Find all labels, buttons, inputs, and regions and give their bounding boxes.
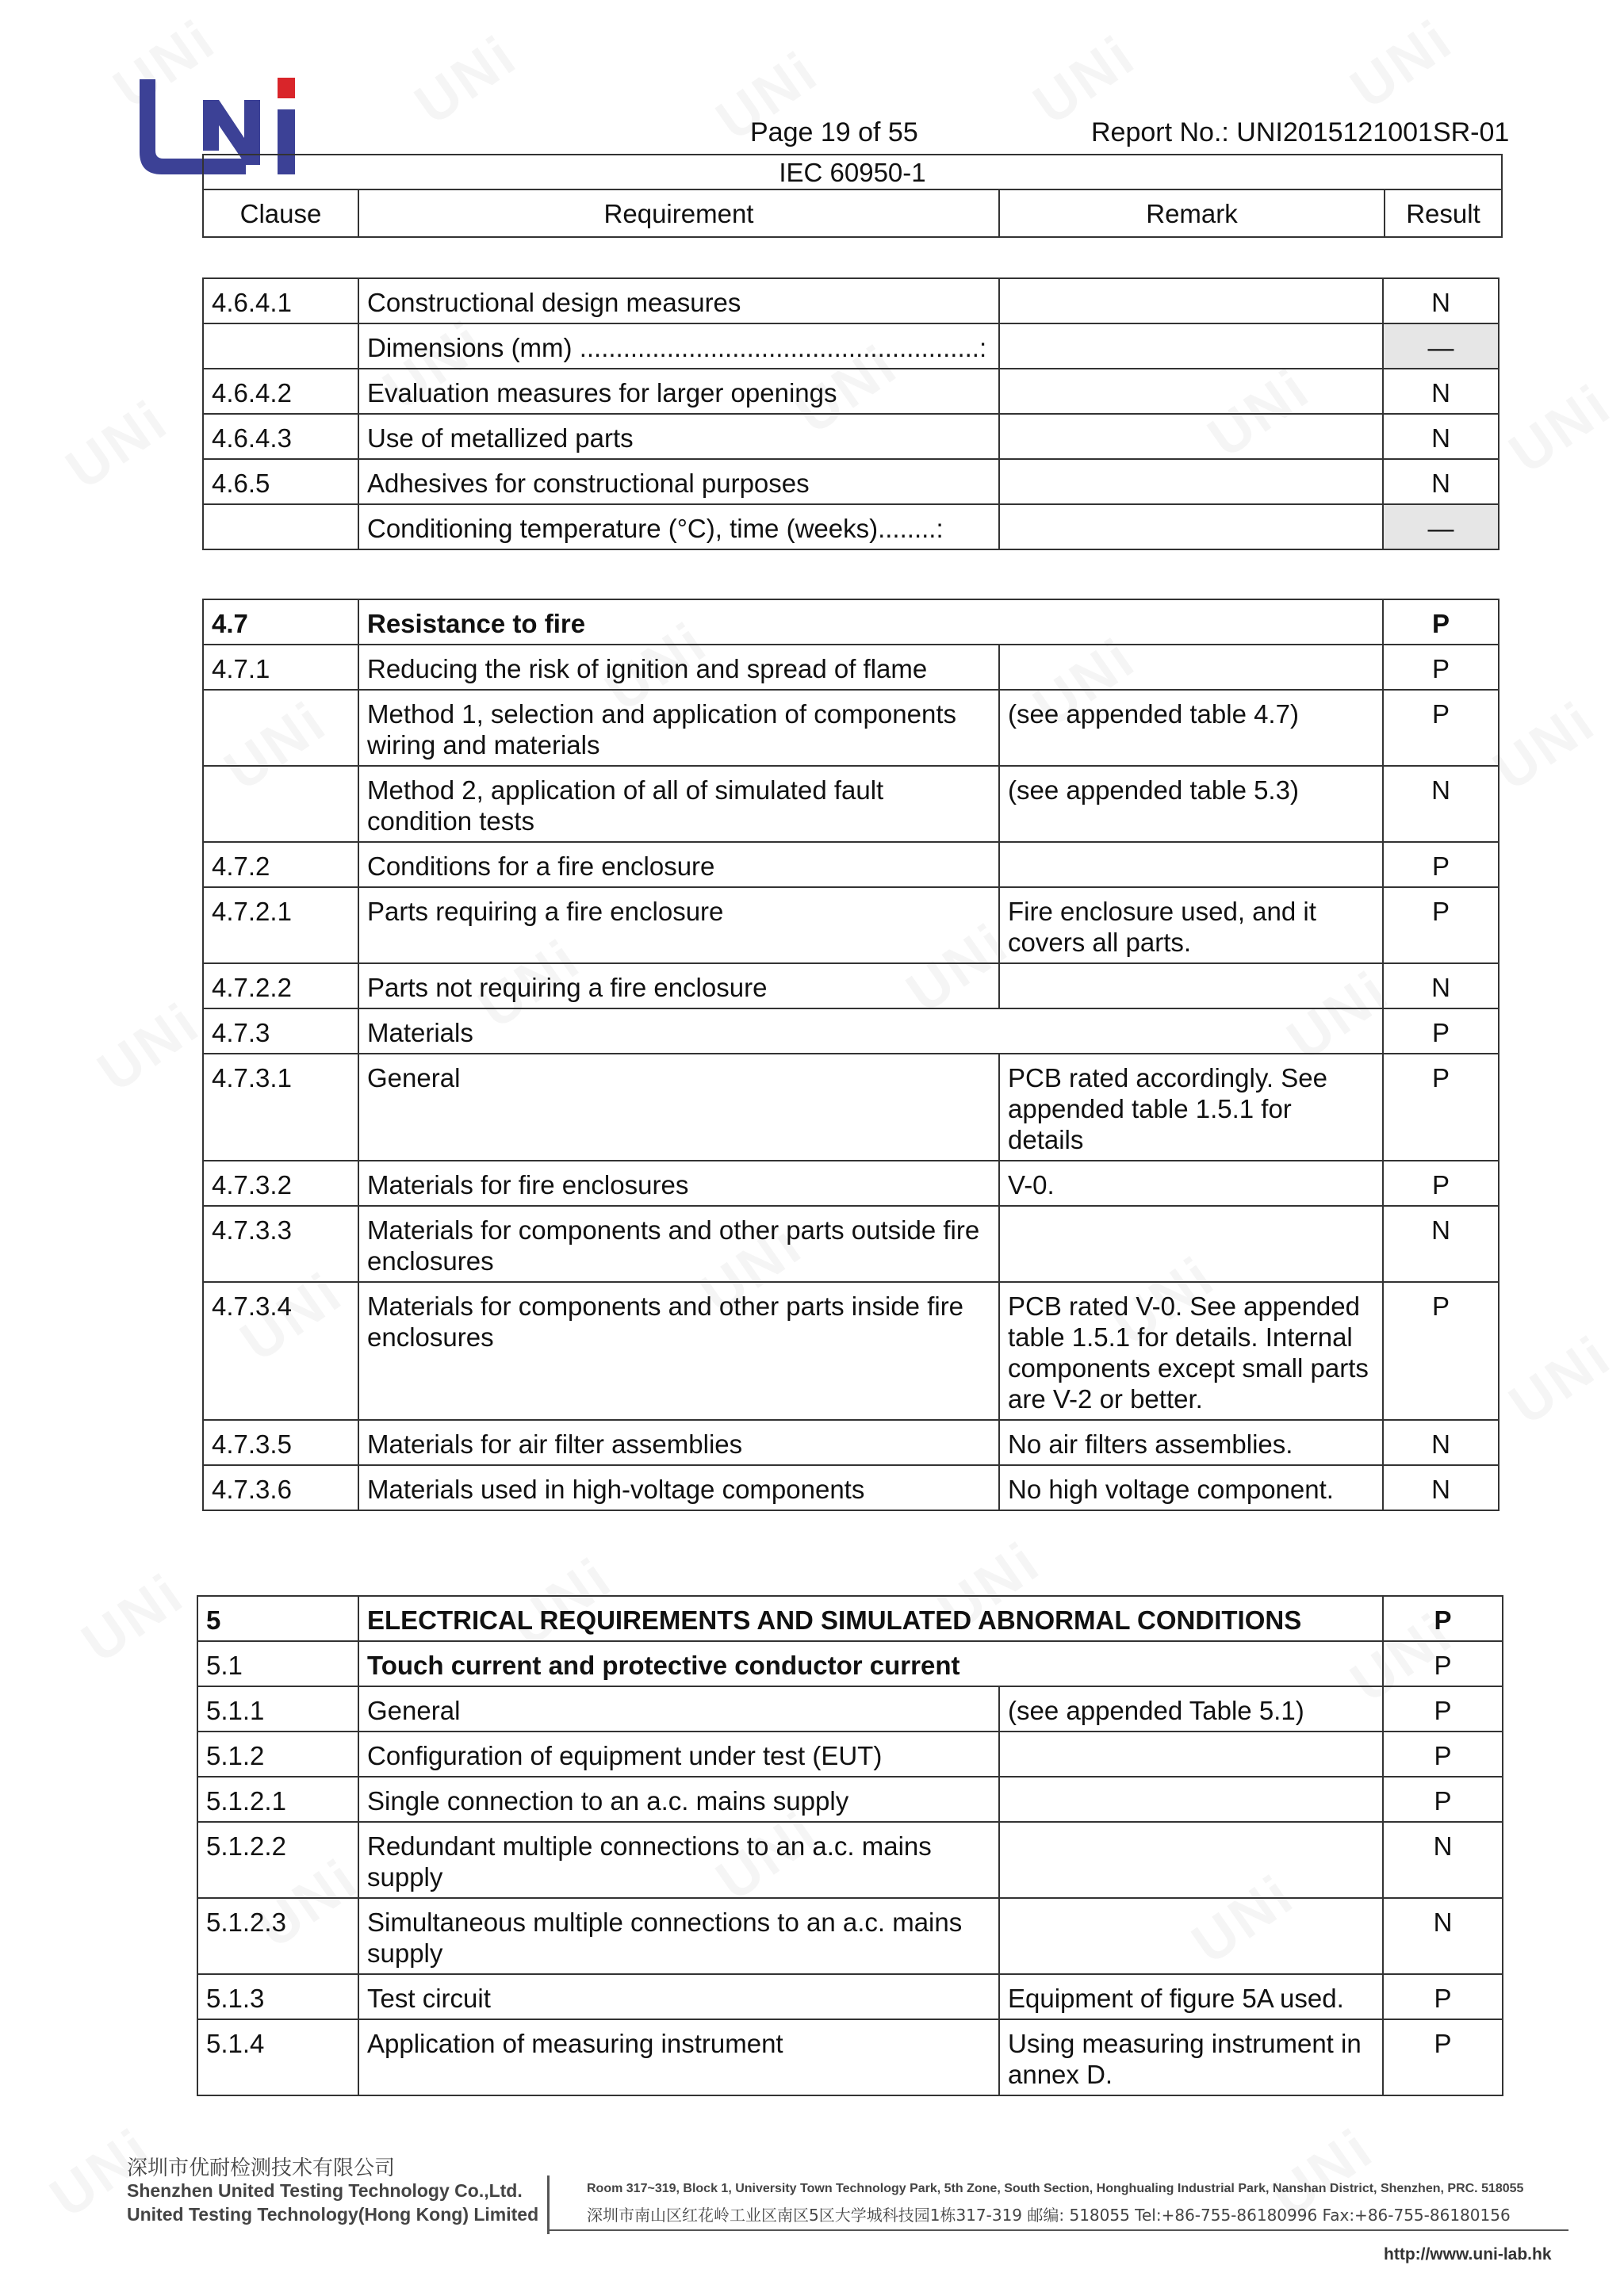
clause-cell: 5.1.1 <box>197 1686 358 1732</box>
requirement-cell: Conditioning temperature (°C), time (weeks)........: <box>358 504 999 549</box>
clause-cell: 5.1.2 <box>197 1732 358 1777</box>
standard-title: IEC 60950-1 <box>204 155 1501 190</box>
clause-cell <box>203 690 358 766</box>
result-cell: N <box>1383 963 1499 1008</box>
result-cell: P <box>1383 1732 1503 1777</box>
footer-divider <box>547 2175 550 2234</box>
table-row <box>197 1777 1503 1822</box>
table-row <box>203 459 1499 504</box>
clause-cell: 4.7.2 <box>203 842 358 887</box>
remark-cell: V-0. <box>999 1161 1383 1206</box>
requirement-cell: Parts requiring a fire enclosure <box>358 887 999 963</box>
remark-cell <box>999 1898 1383 1974</box>
clause-cell: 5.1.2.3 <box>197 1898 358 1974</box>
result-cell: P <box>1383 1777 1503 1822</box>
requirement-cell: Conditions for a fire enclosure <box>358 842 999 887</box>
clause-table-4-6 <box>202 277 1500 550</box>
requirement-cell: Configuration of equipment under test (EUT) <box>358 1732 999 1777</box>
remark-cell: PCB rated accordingly. See appended table 1.5.1 for details <box>999 1054 1383 1161</box>
result-cell: N <box>1383 1420 1499 1465</box>
table-row <box>203 645 1499 690</box>
remark-cell: No high voltage component. <box>999 1465 1383 1510</box>
clause-cell: 4.7 <box>203 599 358 645</box>
requirement-cell: ELECTRICAL REQUIREMENTS AND SIMULATED ABNORMAL CONDITIONS <box>358 1596 1383 1641</box>
clause-cell: 5.1.2.2 <box>197 1822 358 1898</box>
result-cell: N <box>1383 1465 1499 1510</box>
result-cell: P <box>1383 887 1499 963</box>
table-row <box>203 842 1499 887</box>
header-table <box>202 154 1503 238</box>
result-cell: N <box>1383 369 1499 414</box>
remark-cell <box>999 504 1383 549</box>
clause-cell: 4.7.3 <box>203 1008 358 1054</box>
table-row <box>203 1206 1499 1282</box>
remark-cell <box>999 459 1383 504</box>
requirement-cell: Materials used in high-voltage components <box>358 1465 999 1510</box>
remark-cell: Equipment of figure 5A used. <box>999 1974 1383 2019</box>
remark-cell <box>999 278 1383 323</box>
clause-cell: 5 <box>197 1596 358 1641</box>
requirement-cell: Materials <box>358 1008 1383 1054</box>
result-cell: P <box>1383 1282 1499 1420</box>
table-row <box>203 504 1499 549</box>
clause-cell <box>203 766 358 842</box>
clause-cell: 4.7.3.2 <box>203 1161 358 1206</box>
table-row <box>203 1282 1499 1420</box>
remark-cell <box>999 963 1383 1008</box>
watermark <box>86 989 212 1104</box>
requirement-cell: Use of metallized parts <box>358 414 999 459</box>
requirement-cell: Application of measuring instrument <box>358 2019 999 2095</box>
remark-cell: (see appended table 5.3) <box>999 766 1383 842</box>
requirement-cell: Method 2, application of all of simulated fault condition tests <box>358 766 999 842</box>
requirement-cell: Dimensions (mm) .......................................................: <box>358 323 999 369</box>
footer-address-cn: 深圳市南山区红花岭工业区南区5区大学城科技园1栋317-319 邮编: 518055 Tel:+86-755-86180996 Fax:+86-755-86180156 <box>587 2206 1511 2225</box>
table-row <box>197 2019 1503 2095</box>
requirement-cell: Simultaneous multiple connections to an a.c. mains supply <box>358 1898 999 1974</box>
clause-cell: 4.7.3.1 <box>203 1054 358 1161</box>
clause-cell: 4.7.2.1 <box>203 887 358 963</box>
remark-cell: No air filters assemblies. <box>999 1420 1383 1465</box>
table-row <box>203 1054 1499 1161</box>
table-row <box>203 766 1499 842</box>
clause-cell: 5.1.2.1 <box>197 1777 358 1822</box>
table-row <box>197 1596 1503 1641</box>
result-cell: P <box>1383 842 1499 887</box>
result-cell: P <box>1383 1054 1499 1161</box>
requirement-cell: General <box>358 1686 999 1732</box>
table-row <box>203 690 1499 766</box>
result-cell: P <box>1383 599 1499 645</box>
requirement-cell: Materials for components and other parts inside fire enclosures <box>358 1282 999 1420</box>
remark-cell: PCB rated V-0. See appended table 1.5.1 for details. Internal components except small parts are V-2 or better. <box>999 1282 1383 1420</box>
requirement-cell: Materials for air filter assemblies <box>358 1420 999 1465</box>
watermark <box>55 387 180 502</box>
requirement-cell: Parts not requiring a fire enclosure <box>358 963 999 1008</box>
result-cell: P <box>1383 2019 1503 2095</box>
result-cell: N <box>1383 459 1499 504</box>
remark-cell <box>999 645 1383 690</box>
clause-cell: 4.6.5 <box>203 459 358 504</box>
requirement-cell: Resistance to fire <box>358 599 1383 645</box>
clause-cell: 5.1 <box>197 1641 358 1686</box>
report-number: Report No.: UNI2015121001SR-01 <box>1091 117 1510 147</box>
result-cell: P <box>1383 1161 1499 1206</box>
watermark <box>1339 6 1465 121</box>
remark-cell: Fire enclosure used, and it covers all parts. <box>999 887 1383 963</box>
footer-company-en: Shenzhen United Testing Technology Co.,Ltd. <box>127 2180 523 2201</box>
result-cell: N <box>1383 766 1499 842</box>
clause-cell: 5.1.4 <box>197 2019 358 2095</box>
result-cell: N <box>1383 278 1499 323</box>
clause-cell: 4.7.3.4 <box>203 1282 358 1420</box>
table-row <box>203 278 1499 323</box>
table-row <box>197 1822 1503 1898</box>
result-cell: N <box>1383 1206 1499 1282</box>
result-cell: P <box>1383 1974 1503 2019</box>
result-cell: P <box>1383 690 1499 766</box>
watermark <box>71 1560 196 1675</box>
result-cell: P <box>1383 1641 1503 1686</box>
watermark <box>1498 371 1623 486</box>
requirement-cell: Constructional design measures <box>358 278 999 323</box>
result-cell: N <box>1383 414 1499 459</box>
requirement-cell: Materials for components and other parts outside fire enclosures <box>358 1206 999 1282</box>
watermark <box>1498 1322 1623 1437</box>
footer-url[interactable]: http://www.uni-lab.hk <box>1384 2245 1552 2263</box>
requirement-cell: Reducing the risk of ignition and spread of flame <box>358 645 999 690</box>
remark-cell <box>999 1732 1383 1777</box>
table-row <box>203 1008 1499 1054</box>
remark-cell <box>999 369 1383 414</box>
page-number: Page 19 of 55 <box>750 117 918 147</box>
clause-cell: 4.6.4.2 <box>203 369 358 414</box>
result-cell: P <box>1383 645 1499 690</box>
table-row <box>203 414 1499 459</box>
requirement-cell: Adhesives for constructional purposes <box>358 459 999 504</box>
table-row <box>203 599 1499 645</box>
result-cell: N <box>1383 1822 1503 1898</box>
table-row <box>197 1974 1503 2019</box>
clause-cell: 4.6.4.1 <box>203 278 358 323</box>
table-row <box>197 1686 1503 1732</box>
table-row <box>197 1898 1503 1974</box>
footer-company-cn: 深圳市优耐检测技术有限公司 <box>127 2156 396 2180</box>
clause-table-5 <box>197 1595 1503 2096</box>
clause-cell: 5.1.3 <box>197 1974 358 2019</box>
requirement-cell: Single connection to an a.c. mains supply <box>358 1777 999 1822</box>
result-cell: P <box>1383 1596 1503 1641</box>
result-cell: P <box>1383 1008 1499 1054</box>
table-row <box>203 963 1499 1008</box>
result-cell: — <box>1383 323 1499 369</box>
clause-cell: 4.7.3.5 <box>203 1420 358 1465</box>
requirement-cell: Redundant multiple connections to an a.c. mains supply <box>358 1822 999 1898</box>
remark-cell <box>999 1206 1383 1282</box>
remark-cell: (see appended Table 5.1) <box>999 1686 1383 1732</box>
table-row <box>203 1465 1499 1510</box>
watermark <box>404 22 529 137</box>
table-row <box>203 323 1499 369</box>
watermark <box>1482 688 1607 803</box>
column-header-remark: Remark <box>1000 190 1385 238</box>
result-cell: N <box>1383 1898 1503 1974</box>
clause-cell: 4.7.3.3 <box>203 1206 358 1282</box>
remark-cell <box>999 414 1383 459</box>
clause-cell: 4.7.3.6 <box>203 1465 358 1510</box>
result-cell: P <box>1383 1686 1503 1732</box>
table-row <box>203 369 1499 414</box>
remark-cell <box>999 1822 1383 1898</box>
column-header-result: Result <box>1406 199 1480 228</box>
clause-table-4-7 <box>202 599 1500 1511</box>
clause-cell <box>203 504 358 549</box>
table-row <box>203 887 1499 963</box>
table-row <box>197 1641 1503 1686</box>
table-row <box>203 1161 1499 1206</box>
requirement-cell: Test circuit <box>358 1974 999 2019</box>
table-row <box>197 1732 1503 1777</box>
requirement-cell: Materials for fire enclosures <box>358 1161 999 1206</box>
table-row <box>203 1420 1499 1465</box>
clause-cell: 4.6.4.3 <box>203 414 358 459</box>
clause-cell: 4.7.1 <box>203 645 358 690</box>
footer-address-en: Room 317~319, Block 1, University Town Technology Park, 5th Zone, South Section, Honghualing Industrial Park, Nanshan District, Shenzhen, PRC. 518055 <box>587 2182 1524 2195</box>
column-header-clause: Clause <box>204 190 359 238</box>
remark-cell: Using measuring instrument in annex D. <box>999 2019 1383 2095</box>
requirement-cell: General <box>358 1054 999 1161</box>
requirement-cell: Method 1, selection and application of components wiring and materials <box>358 690 999 766</box>
footer-rule <box>550 2229 1568 2231</box>
requirement-cell: Evaluation measures for larger openings <box>358 369 999 414</box>
result-cell: — <box>1383 504 1499 549</box>
remark-cell <box>999 842 1383 887</box>
remark-cell <box>999 323 1383 369</box>
requirement-cell: Touch current and protective conductor current <box>358 1641 1383 1686</box>
remark-cell: (see appended table 4.7) <box>999 690 1383 766</box>
column-header-requirement: Requirement <box>359 190 1000 238</box>
remark-cell <box>999 1777 1383 1822</box>
footer-company-hk: United Testing Technology(Hong Kong) Limited <box>127 2204 539 2225</box>
clause-cell: 4.7.2.2 <box>203 963 358 1008</box>
clause-cell <box>203 323 358 369</box>
